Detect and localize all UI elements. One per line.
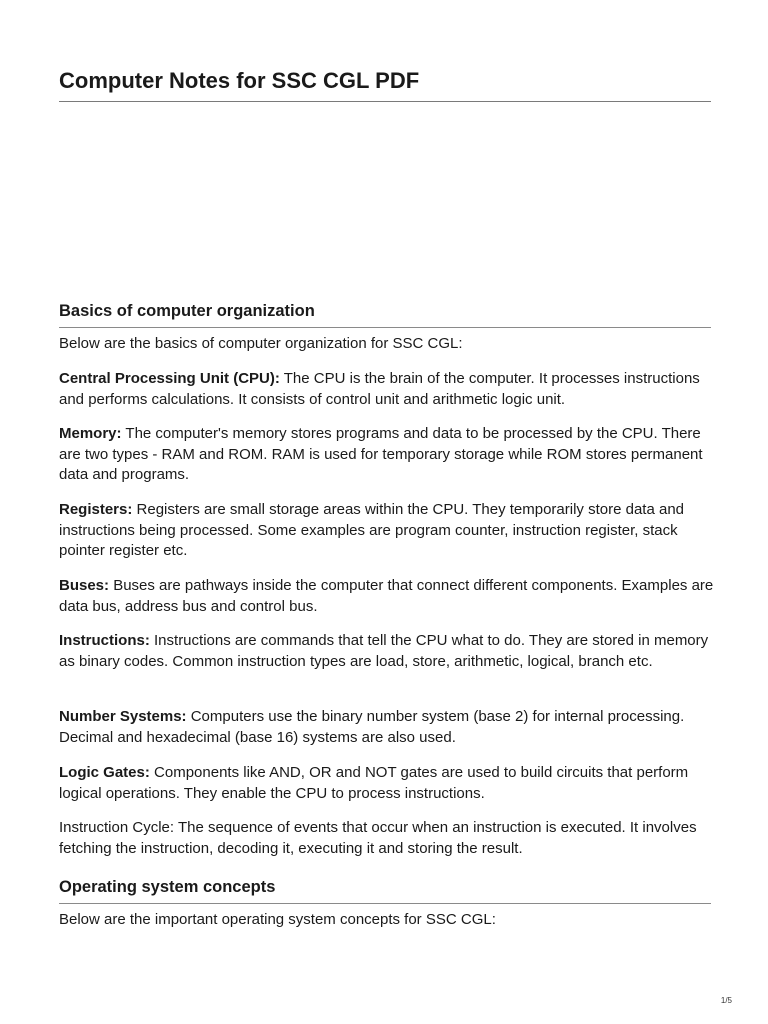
section-heading-basics: Basics of computer organization xyxy=(59,302,315,320)
definition-text: The CPU is the brain of the computer. It processes instructions and performs calculations. It consists of control unit and arithmetic logic unit. xyxy=(59,370,700,408)
definition-term: Buses: xyxy=(59,577,110,594)
definition-term: Registers: xyxy=(59,501,133,518)
definition-registers xyxy=(59,500,719,562)
section-divider xyxy=(59,903,711,904)
definition-term: Central Processing Unit (CPU): xyxy=(59,370,280,387)
definition-term: Memory: xyxy=(59,425,122,442)
section-heading-os-concepts: Operating system concepts xyxy=(59,878,276,896)
section-divider xyxy=(59,327,711,328)
definition-buses xyxy=(59,576,719,617)
definition-logic-gates xyxy=(59,763,719,804)
definition-text: Registers are small storage areas within the CPU. They temporarily store data and instructions being processed. Some examples are program counter, instruction register, stack pointer register etc. xyxy=(59,501,684,560)
definition-text: The computer's memory stores programs and data to be processed by the CPU. There are two types - RAM and ROM. RAM is used for temporary storage while ROM stores permanent data and programs. xyxy=(59,425,703,484)
definition-term: Logic Gates: xyxy=(59,764,150,781)
page-number: 1/5 xyxy=(720,996,732,1005)
definition-text: Computers use the binary number system (base 2) for internal processing. Decimal and hexadecimal (base 16) systems are also used. xyxy=(59,708,685,746)
definition-text: Instructions are commands that tell the CPU what to do. They are stored in memory as binary codes. Common instruction types are load, store, arithmetic, logical, branch etc. xyxy=(59,632,709,670)
instruction-cycle-paragraph: Instruction Cycle: The sequence of events that occur when an instruction is executed. It involves fetching the instruction, decoding it, executing it and storing the result. xyxy=(59,819,697,857)
definition-instructions xyxy=(59,631,719,672)
section-intro: Below are the important operating system concepts for SSC CGL: xyxy=(59,911,496,928)
page-title: Computer Notes for SSC CGL PDF xyxy=(59,68,420,93)
title-divider xyxy=(59,101,711,102)
definition-memory xyxy=(59,424,719,486)
definition-cpu xyxy=(59,369,719,410)
definition-term: Instructions: xyxy=(59,632,150,649)
section-intro: Below are the basics of computer organization for SSC CGL: xyxy=(59,335,463,352)
definition-number-systems xyxy=(59,707,719,748)
definition-text: Components like AND, OR and NOT gates are used to build circuits that perform logical operations. They enable the CPU to process instructions. xyxy=(59,764,689,802)
definition-term: Number Systems: xyxy=(59,708,187,725)
definition-text: Buses are pathways inside the computer that connect different components. Examples are data bus, address bus and control bus. xyxy=(59,577,714,615)
